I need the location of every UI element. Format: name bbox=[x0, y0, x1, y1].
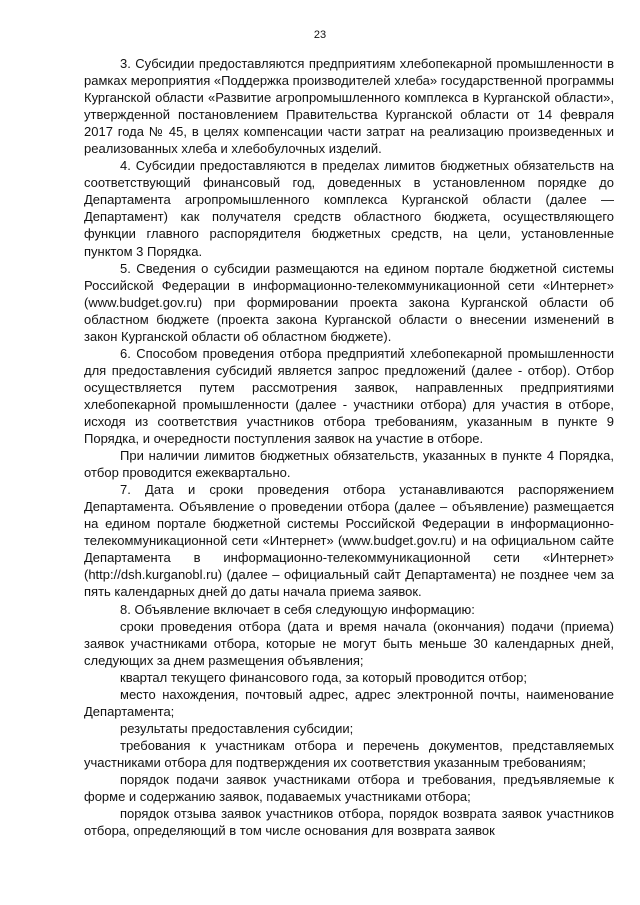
list-item-deadlines: сроки проведения отбора (дата и время начала (окончания) подачи (приема) заявок участниками отбора, которые не могут быть меньше 30 календарных дней, следующих за днем размещения объявления; bbox=[84, 618, 614, 668]
document-body bbox=[84, 55, 614, 839]
paragraph-item-5: 5. Сведения о субсидии размещаются на едином портале бюджетной системы Российской Федерации в информационно-телекоммуникационной сети «Интернет» (www.budget.gov.ru) при формировании проекта закона Курганской области об областном бюджете (проекта закона Курганской области о внесении изменений в закон Курганской области об областном бюджете). bbox=[84, 260, 614, 344]
list-item-location: место нахождения, почтовый адрес, адрес электронной почты, наименование Департамента; bbox=[84, 686, 614, 719]
list-item-submission-order: порядок подачи заявок участниками отбора и требования, предъявляемые к форме и содержанию заявок, подаваемых участниками отбора; bbox=[84, 771, 614, 805]
paragraph-item-3: 3. Субсидии предоставляются предприятиям хлебопекарной промышленности в рамках мероприятия «Поддержка производителей хлеба» государственной программы Курганской области «Развитие агропромышленного комплекса в Курганской области», утвержденной постановлением Правительства Курганской области от 14 февраля 2017 года № 45, в целях компенсации части затрат на реализацию произведенных и реализованных хлеба и хлебобулочных изделий. bbox=[84, 56, 614, 157]
list-item-requirements: требования к участникам отбора и перечень документов, представляемых участниками отбора для подтверждения их соответствия указанным требованиям; bbox=[84, 737, 614, 770]
paragraph-item-8: 8. Объявление включает в себя следующую информацию: bbox=[120, 601, 475, 617]
page-number: 23 bbox=[313, 29, 327, 41]
paragraph-item-6: 6. Способом проведения отбора предприятий хлебопекарной промышленности для предоставления субсидий является запрос предложений (далее - отбор). Отбор осуществляется путем рассмотрения заявок, направленных предприятиями хлебопекарной промышленности (далее - участники отбора) для участия в отборе, исходя из соответствия участников отбора требованиям, указанным в пункте 9 Порядка, и очередности поступления заявок на участие в отборе. bbox=[84, 345, 614, 447]
paragraph-item-4: 4. Субсидии предоставляются в пределах лимитов бюджетных обязательств на соответствующий финансовый год, доведенных в установленном порядке до Департамента агропромышленного комплекса Курганской области (далее — Департамент) как получателя средств областного бюджета, осуществляющего функции главного распорядителя бюджетных средств, на цели, установленные пунктом 3 Порядка. bbox=[84, 158, 614, 259]
paragraph-item-6-continuation: При наличии лимитов бюджетных обязательств, указанных в пункте 4 Порядка, отбор проводится ежеквартально. bbox=[84, 448, 614, 481]
list-item-quarter: квартал текущего финансового года, за который проводится отбор; bbox=[120, 669, 527, 685]
list-item-results: результаты предоставления субсидии; bbox=[120, 720, 354, 736]
paragraph-item-7: 7. Дата и сроки проведения отбора устанавливаются распоряжением Департамента. Объявление о проведении отбора (далее – объявление) размещается на едином портале бюджетной системы Российской Федерации в информационно-телекоммуникационной сети «Интернет» (www.budget.gov.ru) и на официальном сайте Департамента в информационно-телекоммуникационной сети «Интернет» (http://dsh.kurganobl.ru) (далее – официальный сайт Департамента) не позднее чем за пять календарных дней до даты начала приема заявок. bbox=[84, 482, 614, 600]
list-item-withdrawal-order: порядок отзыва заявок участников отбора, порядок возврата заявок участников отбора, определяющий в том числе основания для возврата заявок bbox=[84, 806, 614, 839]
